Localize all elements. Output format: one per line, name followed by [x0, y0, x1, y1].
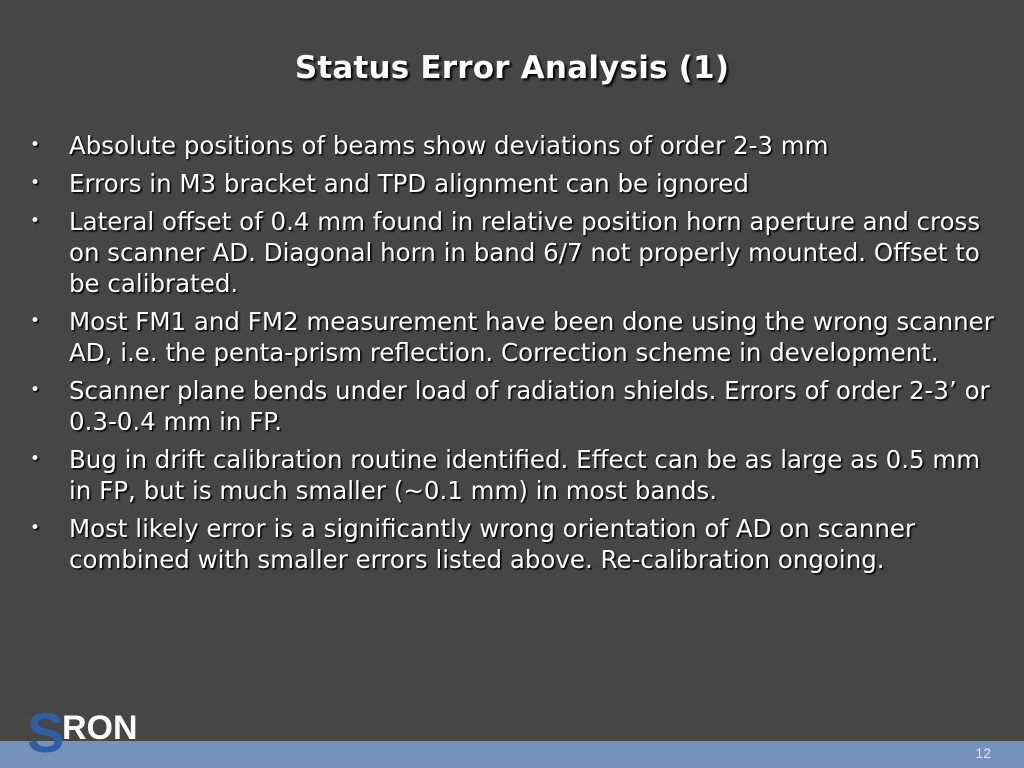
bullet-text: Scanner plane bends under load of radiation shields. Errors of order 2-3’ or 0.3-0.4 mm in FP. [69, 376, 990, 436]
bullet-text: Absolute positions of beams show deviations of order 2-3 mm [69, 131, 829, 160]
bullet-text: Most FM1 and FM2 measurement have been done using the wrong scanner AD, i.e. the penta-prism reflection. Correction scheme in development. [69, 307, 994, 367]
sron-logo-icon [27, 705, 162, 757]
bullet-dot-icon: • [30, 135, 41, 155]
bullet-dot-icon: • [30, 173, 41, 193]
logo-letter: S [27, 705, 65, 757]
page-number: 12 [975, 745, 991, 761]
bullet-text: Errors in M3 bracket and TPD alignment can be ignored [69, 169, 749, 198]
bullet-text: Lateral offset of 0.4 mm found in relative position horn aperture and cross on scanner AD. Diagonal horn in band 6/7 not properly mounted. Offset to be calibrated. [69, 207, 981, 298]
bullet-text: Most likely error is a significantly wrong orientation of AD on scanner combined with smaller errors listed above. Re-calibration ongoing. [69, 514, 916, 574]
bullet-item [30, 444, 1005, 506]
bullet-item [30, 306, 1005, 368]
bullet-dot-icon: • [30, 518, 41, 538]
bullet-item [30, 168, 1005, 199]
bullet-text: Bug in drift calibration routine identified. Effect can be as large as 0.5 mm in FP, but is much smaller (~0.1 mm) in most bands. [69, 445, 981, 505]
slide-title: Status Error Analysis (1) [294, 50, 730, 86]
bullet-item [30, 375, 1005, 437]
bullet-list [30, 130, 1005, 582]
bullet-dot-icon: • [30, 311, 41, 331]
bullet-dot-icon: • [30, 211, 41, 231]
bullet-item [30, 130, 1005, 161]
bullet-dot-icon: • [30, 380, 41, 400]
bullet-item [30, 513, 1005, 575]
bullet-dot-icon: • [30, 449, 41, 469]
bullet-item [30, 206, 1005, 299]
logo-text: RON [62, 709, 138, 747]
